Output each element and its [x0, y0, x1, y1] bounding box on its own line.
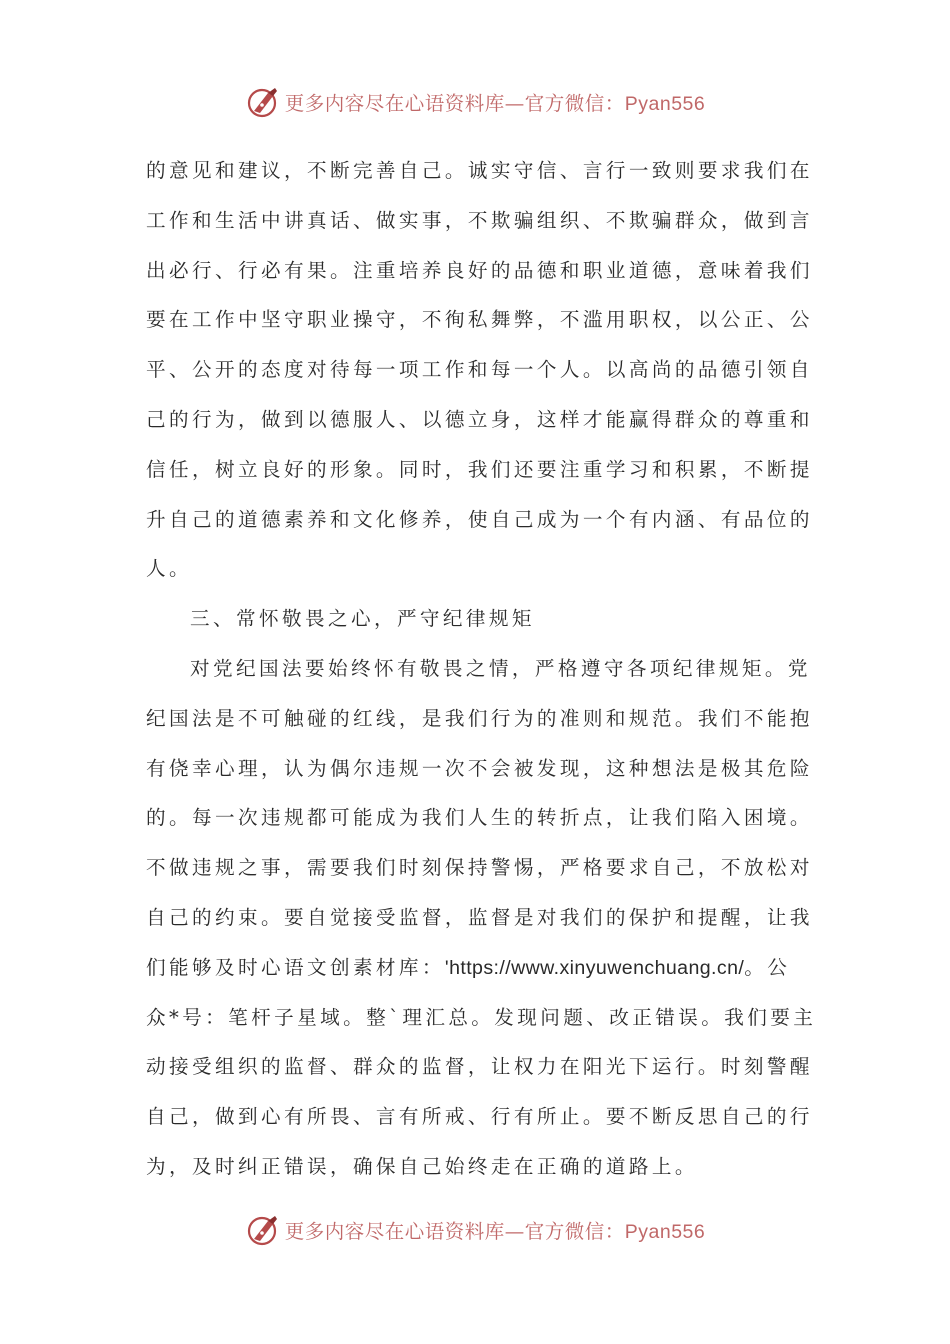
text-line: 出必行、行必有果。注重培养良好的品德和职业道德，意味着我们 — [146, 258, 813, 282]
banner-wechat-id: Pyan556 — [624, 1221, 706, 1243]
text-line: 的。每一次违规都可能成为我们人生的转折点，让我们陷入困境。 — [146, 806, 813, 830]
url-line-suffix: 。公 — [744, 955, 791, 979]
text-line: 自己的约束。要自觉接受监督，监督是对我们的保护和提醒，让我 — [146, 905, 813, 929]
section-heading: 三、常怀敬畏之心，严守纪律规矩 — [190, 607, 535, 631]
text-line: 人。 — [146, 557, 192, 581]
text-line: 信任，树立良好的形象。同时，我们还要注重学习和积累，不断提 — [146, 457, 813, 481]
banner-wechat-id: Pyan556 — [624, 93, 706, 115]
url-line-prefix: 们能够及时心语文创素材库： — [146, 955, 445, 979]
website-link[interactable]: 'https://www.xinyuwenchuang.cn/ — [444, 956, 745, 979]
text-line: 工作和生活中讲真话、做实事，不欺骗组织、不欺骗群众，做到言 — [146, 208, 813, 232]
text-line-with-url — [146, 943, 806, 993]
pen-nib-circle-icon — [245, 1212, 281, 1248]
text-line: 纪国法是不可触碰的红线，是我们行为的准则和规范。我们不能抱 — [146, 706, 813, 730]
text-line: 对党纪国法要始终怀有敬畏之情，严格遵守各项纪律规矩。党 — [190, 656, 811, 680]
banner-text — [285, 88, 706, 116]
text-line: 不做违规之事，需要我们时刻保持警惕，严格要求自己，不放松对 — [146, 856, 813, 880]
text-line: 平、公开的态度对待每一项工作和每一个人。以高尚的品德引领自 — [146, 358, 813, 382]
banner-label: 更多内容尽在心语资料库—官方微信： — [284, 1220, 625, 1243]
footer-banner — [0, 1208, 950, 1252]
document-body — [146, 146, 817, 1192]
text-line: 升自己的道德素养和文化修养，使自己成为一个有内涵、有品位的 — [146, 507, 813, 531]
pen-nib-circle-icon — [245, 84, 281, 120]
text-line: 要在工作中坚守职业操守，不徇私舞弊，不滥用职权，以公正、公 — [146, 308, 813, 332]
banner-label: 更多内容尽在心语资料库—官方微信： — [284, 92, 625, 115]
text-line: 自己，做到心有所畏、言有所戒、行有所止。要不断反思自己的行 — [146, 1105, 813, 1129]
text-line: 动接受组织的监督、群众的监督，让权力在阳光下运行。时刻警醒 — [146, 1055, 813, 1079]
banner-text — [285, 1216, 706, 1244]
text-line: 己的行为，做到以德服人、以德立身，这样才能赢得群众的尊重和 — [146, 407, 813, 431]
text-line: 的意见和建议，不断完善自己。诚实守信、言行一致则要求我们在 — [146, 159, 813, 182]
header-banner — [0, 80, 950, 124]
text-line: 为，及时纠正错误，确保自己始终走在正确的道路上。 — [146, 1154, 698, 1178]
text-line: 众*号：笔杆子星域。整`理汇总。发现问题、改正错误。我们要主 — [146, 1005, 817, 1029]
text-line: 有侥幸心理，认为偶尔违规一次不会被发现，这种想法是极其危险 — [146, 756, 813, 780]
